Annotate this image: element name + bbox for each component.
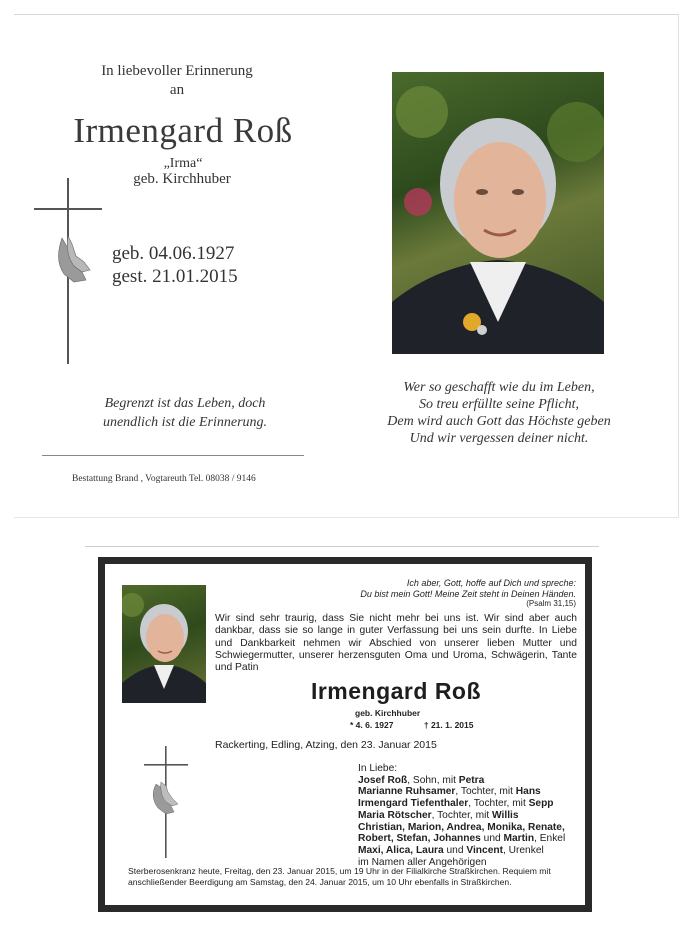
intro-line-2: an xyxy=(169,82,185,98)
birth-date: geb. 04.06.1927 xyxy=(112,243,235,264)
intro-text xyxy=(62,62,292,100)
psalm-quote xyxy=(236,578,576,610)
cross-with-praying-hands-icon xyxy=(142,746,192,858)
psalm-line: Ich aber, Gott, hoffe auf Dich und spreche: xyxy=(406,578,576,588)
mourner-line: Maxi, Alica, Laura und Vincent, Urenkel xyxy=(358,844,544,856)
nickname: „Irma“ xyxy=(163,156,203,171)
mourners-list xyxy=(358,763,586,868)
mourner-line: Christian, Marion, Andrea, Monika, Renate, xyxy=(358,821,565,833)
mourner-line: Maria Rötscher, Tochter, mit Willis xyxy=(358,809,519,821)
obituary-birth: * 4. 6. 1927 xyxy=(350,720,394,730)
mourner-line: im Namen aller Angehörigen xyxy=(358,856,487,868)
mourner-line: Josef Roß, Sohn, mit Petra xyxy=(358,774,485,786)
obituary-death: † 21. 1. 2015 xyxy=(423,720,474,730)
death-date: gest. 21.01.2015 xyxy=(112,266,238,287)
intro-line-1: In liebevoller Erinnerung xyxy=(101,63,253,79)
quote-right-line: So treu erfüllte seine Pflicht, xyxy=(418,397,580,412)
portrait-photo xyxy=(392,72,604,354)
quote-left-line: unendlich ist die Erinnerung. xyxy=(102,415,268,430)
place-and-date: Rackerting, Edling, Atzing, den 23. Januar 2015 xyxy=(215,739,437,751)
service-notice: Sterberosenkranz heute, Freitag, den 23. Januar 2015, um 19 Uhr in der Filialkirche Straßkirchen. Requiem mit anschließender Beerdigung am Samstag, den 24. Januar 2015, um 10 Uhr ebenfalls in Straßkirchen. xyxy=(128,866,551,887)
quote-right-line: Wer so geschafft wie du im Leben, xyxy=(403,380,595,395)
obituary-name: Irmengard Roß xyxy=(310,678,482,704)
deceased-name: Irmengard Roß xyxy=(73,111,293,150)
divider xyxy=(42,455,304,456)
quote-right-line: Und wir vergessen deiner nicht. xyxy=(409,431,589,446)
cross-with-praying-hands-icon xyxy=(34,178,104,364)
obituary-dates xyxy=(350,720,550,730)
quote-right xyxy=(368,379,630,447)
psalm-line: Du bist mein Gott! Meine Zeit steht in Deinen Händen. xyxy=(360,588,576,599)
quote-left xyxy=(70,394,300,432)
life-dates xyxy=(112,242,238,288)
mourner-line: Robert, Stefan, Johannes und Martin, Enkel xyxy=(358,833,566,845)
obituary-maiden-name: geb. Kirchhuber xyxy=(355,708,421,718)
funeral-home: Bestattung Brand , Vogtareuth Tel. 08038 / 9146 xyxy=(72,474,256,484)
mourner-line: Marianne Ruhsamer, Tochter, mit Hans xyxy=(358,786,541,798)
quote-right-line: Dem wird auch Gott das Höchste geben xyxy=(387,414,611,429)
quote-left-line: Begrenzt ist das Leben, doch xyxy=(104,396,266,411)
obituary-intro: Wir sind sehr traurig, dass Sie nicht mehr bei uns ist. Wir sind aber auch dankbar, dass sie so lange in guter Verfassung bei uns sein durfte. In Liebe und Dankbarkeit nehmen wir Abschied von unserer lieben Mutter und Schwiegermutter, unserer herzensguten Oma und Uroma, Schwägerin, Tante und Patin xyxy=(215,613,577,674)
maiden-name: geb. Kirchhuber xyxy=(133,171,231,187)
psalm-reference: (Psalm 31,15) xyxy=(526,599,576,608)
mourner-line: Irmengard Tiefenthaler, Tochter, mit Sepp xyxy=(358,798,554,810)
in-liebe-heading: In Liebe: xyxy=(358,763,398,774)
portrait-photo-small xyxy=(122,585,206,703)
